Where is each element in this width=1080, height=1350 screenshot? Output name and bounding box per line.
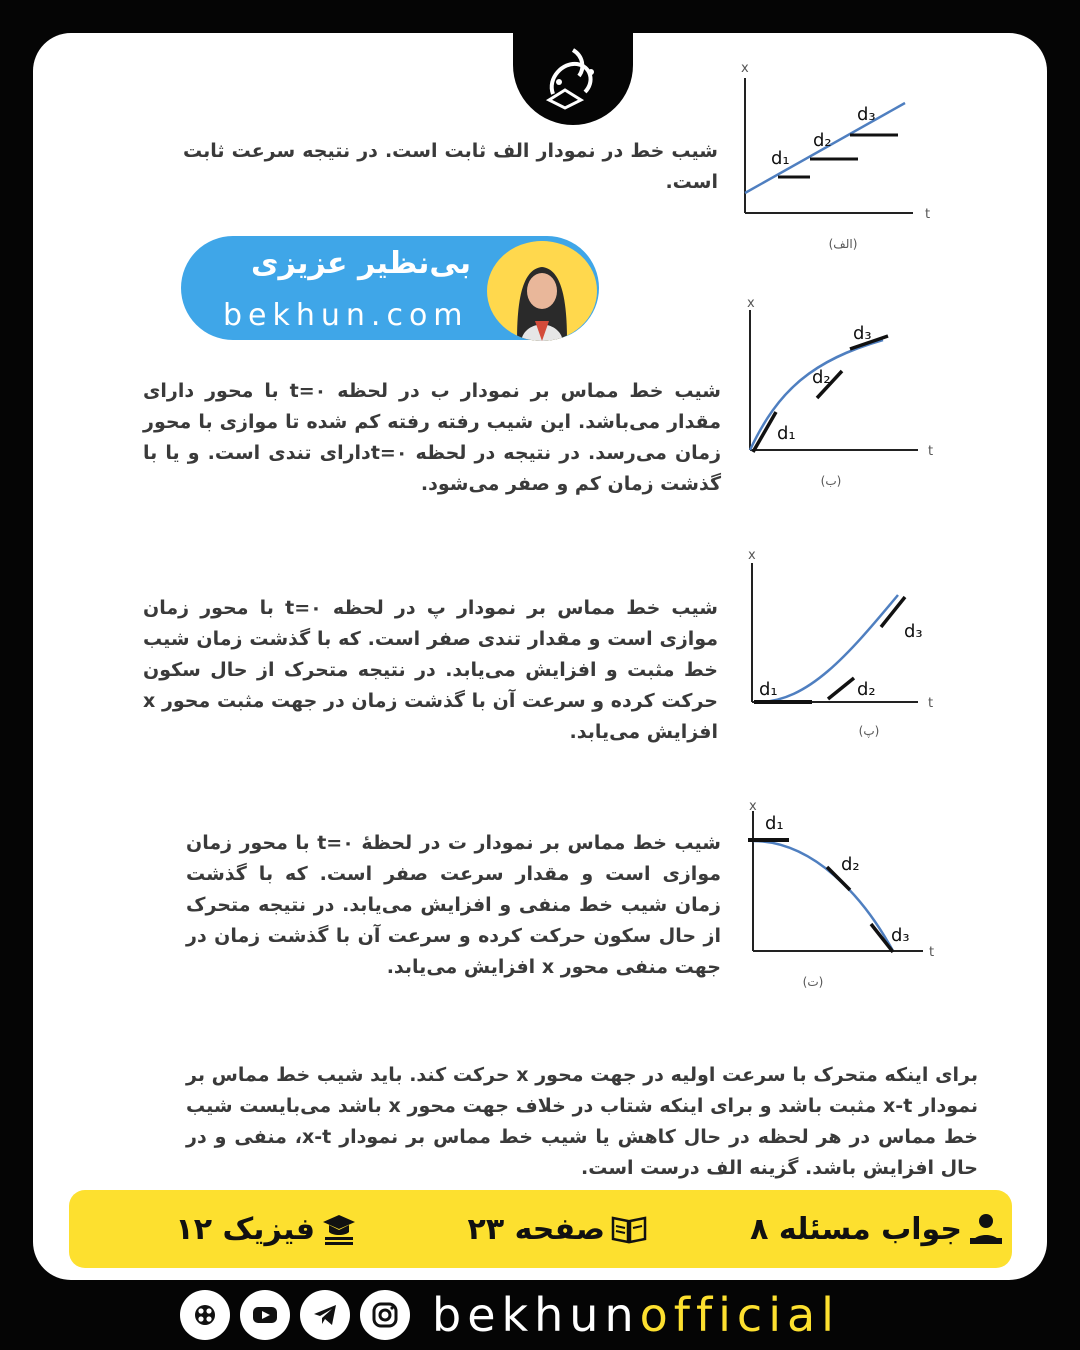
graph-caption: (ت) [802,975,824,989]
axis-t-label: t [928,444,934,459]
graph-pe [733,545,953,745]
subject-label [175,1190,357,1268]
axis-t-label: t [925,207,931,222]
graph-caption: (پ) [858,724,880,738]
graph-caption: (ب) [820,474,842,488]
explanation-graph-pe: شیب خط مماس بر نمودار پ در لحظه ۰=t با محور زمان موازی است و مقدار تندی صفر است. که با گذشت زمان شیب خط مثبت و افزایش می‌یابد. در نتیجه متحرک از حال سکون حرکت کرده و سرعت آن با گذشت زمان در جهت مثبت محور x افزایش می‌یابد. [143,597,718,743]
axis-t-label: t [928,696,934,711]
explanation-graph-alef: شیب خط در نمودار الف ثابت است. در نتیجه سرعت ثابت است. [183,140,718,193]
final-answer-paragraph: برای اینکه متحرک با سرعت اولیه در جهت محور x حرکت کند. باید شیب خط مماس بر نمودار x-t مثبت باشد و برای اینکه شتاب در خلاف جهت محور x باشد می‌بایست شیب خط مماس در هر لحظه در حال کاهش یا شیب خط مماس بر نمودار x-t، منفی و در حال افزایش باشد. گزینه الف درست است. [186,1064,978,1179]
content-card [33,33,1047,1280]
youtube-icon[interactable] [240,1290,290,1340]
logo-icon [529,42,617,116]
tangent-label-d1: d₁ [759,679,778,700]
page-text: صفحه ۲۳ [467,1211,605,1247]
tangent-label-d2: d₂ [841,854,860,875]
book-icon [611,1212,647,1246]
subject-text: فیزیک ۱۲ [175,1211,315,1247]
tangent-label-d2: d₂ [813,130,832,151]
tangent-label-d1: d₁ [777,423,796,444]
axis-x-label: x [749,799,757,814]
telegram-icon[interactable] [300,1290,350,1340]
tangent-label-d2: d₂ [857,679,876,700]
graph-te [733,796,953,996]
bekhun-logo [513,33,633,125]
tangent-label-d1: d₁ [765,813,784,834]
watermark-site: bekhun.com [223,298,469,333]
tangent-label-d3: d₃ [857,104,876,125]
avatar [487,241,597,341]
tangent-label-d2: d₂ [812,367,831,388]
handle-part1: bekhun [432,1288,640,1342]
tangent-label-d3: d₃ [904,621,923,642]
teacher-name: بی‌نظیر عزیزی [250,246,471,281]
graph-be [733,295,953,495]
page-label [468,1190,647,1268]
aparat-icon[interactable] [180,1290,230,1340]
graph-alef [733,58,953,258]
axis-x-label: x [748,548,756,563]
axis-x-label: x [741,61,749,76]
social-footer [180,1290,900,1340]
explanation-graph-be: شیب خط مماس بر نمودار ب در لحظه ۰=t با محور دارای مقدار می‌باشد. این شیب رفته رفته کم شده تا موازی با محور زمان می‌رسد. در نتیجه در لحظه ۰=tدارای تندی است. و یا با گذشت زمان کم و صفر می‌شود. [143,380,722,495]
graduation-cap-icon [321,1212,357,1246]
tangent-label-d3: d₃ [891,925,910,946]
info-bar [69,1190,1012,1268]
answer-label [712,1190,1012,1268]
answer-text: جواب مسئله ۸ [750,1211,962,1247]
teacher-icon [968,1212,1004,1246]
tangent-label-d3: d₃ [853,323,872,344]
axis-t-label: t [929,945,935,960]
instagram-icon[interactable] [360,1290,410,1340]
explanation-graph-te: شیب خط مماس بر نمودار ت در لحظهٔ ۰=t با محور زمان موازی است و مقدار سرعت صفر است. که با گذشت زمان شیب خط منفی و افزایش می‌یابد. در نتیجه متحرک از حال سکون حرکت کرده و سرعت آن با گذشت زمان در جهت منفی محور x افزایش می‌یابد. [186,832,721,978]
axis-x-label: x [747,296,755,311]
teacher-watermark [181,236,599,340]
tangent-label-d1: d₁ [771,148,790,169]
account-handle[interactable] [432,1290,840,1340]
graph-caption: (الف) [828,237,858,251]
handle-part2: official [639,1288,840,1342]
